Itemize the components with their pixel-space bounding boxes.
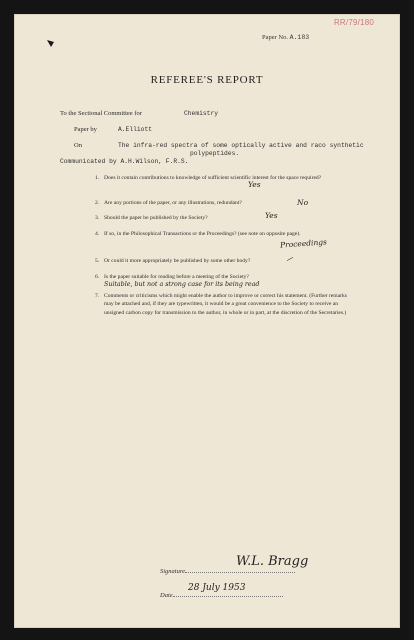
question-3: 3. Should the paper be published by the Society? — [95, 215, 208, 221]
page-title: REFEREE'S REPORT — [150, 74, 264, 86]
answer-6: Suitable, but not a strong case for its being read — [104, 281, 260, 288]
question-5: 5. Or could it more appropriately be published by some other body? — [95, 258, 251, 264]
to-committee-label: To the Sectional Committee for — [60, 110, 142, 117]
question-2: 2. Are any portions of the paper, or any illustrations, redundant? — [95, 200, 242, 206]
answer-3: Yes — [265, 211, 278, 220]
question-7: 7. Comments or criticisms which might enable the author to improve or correct his statement. (Further remarks may be attached and, if they are typewritten, it would be a great convenience to the Society to receive an unsigned carbon copy for transmission to the author, in whole or in part, at the discretion of the Secretaries.) — [95, 293, 347, 316]
answer-5: — — [284, 252, 296, 265]
document-page — [14, 14, 400, 628]
answer-4: Proceedings — [279, 237, 328, 250]
answer-2: No — [297, 198, 309, 207]
paper-number-value: A.183 — [289, 34, 310, 41]
question-1: 1. Does it contain contributions to knowledge of sufficient scientific interest for the space required? — [95, 175, 322, 181]
on-label: On — [74, 142, 82, 149]
paper-by-value: A.Elliott — [118, 126, 153, 133]
committee-value: Chemistry — [184, 110, 219, 117]
paper-number-label: Paper No. — [262, 34, 288, 41]
paper-title-line1: The infra-red spectra of some optically active and raco synthetic — [118, 142, 364, 149]
signature-value: W.L. Bragg — [236, 554, 309, 569]
paper-by-label: Paper by — [74, 126, 97, 133]
paper-number — [262, 34, 309, 41]
date-label: Date — [160, 590, 283, 599]
ink-mark-icon — [46, 38, 56, 48]
communicated-by: Communicated by A.H.Wilson, F.R.S. — [60, 158, 189, 165]
archive-reference: RR/79/180 — [333, 18, 374, 27]
paper-title-line2: polypeptides. — [190, 150, 240, 157]
date-value: 28 July 1953 — [188, 583, 246, 593]
question-6: 6. Is the paper suitable for reading before a meeting of the Society? — [95, 274, 249, 280]
signature-label: Signature — [160, 566, 295, 575]
answer-1: Yes — [248, 180, 261, 189]
question-4: 4. If so, in the Philosophical Transactions or the Proceedings? (see note on opposite page). — [95, 231, 301, 237]
